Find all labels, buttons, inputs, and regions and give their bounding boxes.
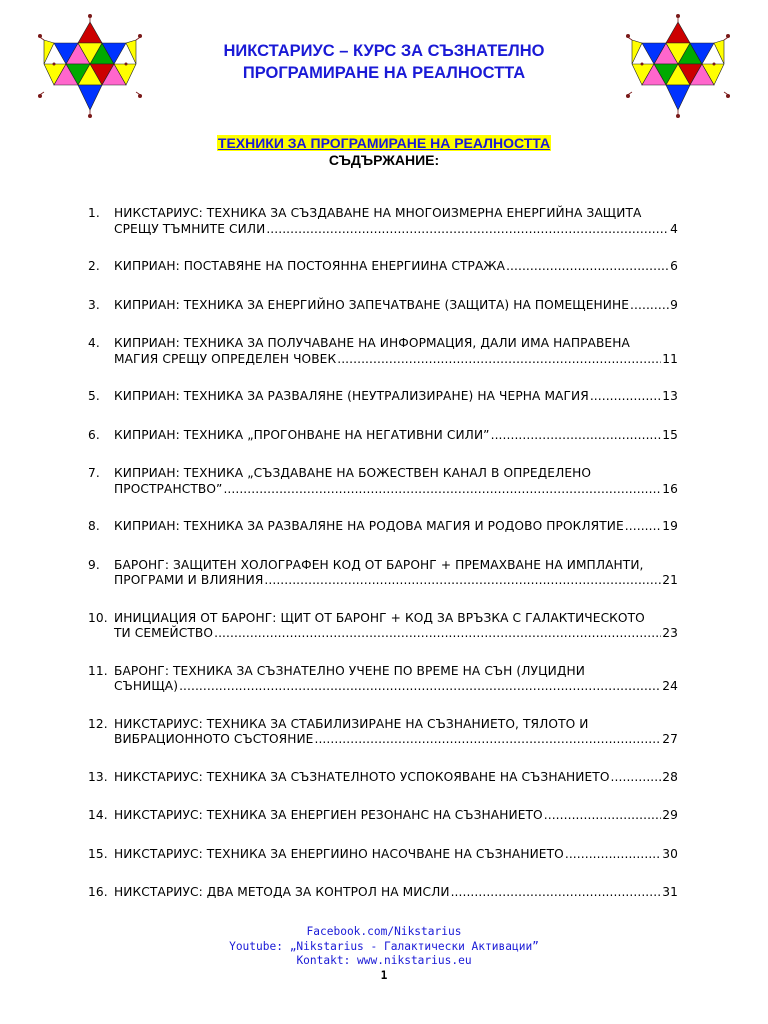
toc-dot-leader	[314, 732, 661, 748]
toc-entry-number: 10.	[88, 610, 108, 625]
toc-entry-title: МАГИЯ СРЕЩУ ОПРЕДЕЛЕН ЧОВЕК	[114, 351, 337, 366]
toc-entry-title: КИПРИАН: ТЕХНИКА ЗА РАЗВАЛЯНЕ НА РОДОВА МАГИЯ И РОДОВО ПРОКЛЯТИЕ	[114, 519, 624, 533]
toc-entry-title-line1: НИКСТАРИУС: ТЕХНИКА ЗА СЪЗДАВАНЕ НА МНОГОИЗМЕРНА ЕНЕРГИЙНА ЗАЩИТА	[114, 206, 642, 220]
toc-entry[interactable]	[88, 885, 678, 901]
toc-entry-page: 21	[662, 573, 678, 587]
toc-entry-page: 16	[662, 481, 678, 496]
toc-entry-title: ТИ СЕМЕЙСТВО	[114, 626, 214, 640]
footer-contact-link[interactable]: Kontakt: www.nikstarius.eu	[296, 954, 472, 968]
toc-entry-title: НИКСТАРИУС: ДВА МЕТОДА ЗА КОНТРОЛ НА МИСЛИ	[114, 885, 450, 899]
toc-dot-leader	[264, 573, 661, 589]
toc-entry-page: 30	[662, 846, 678, 861]
toc-dot-leader	[223, 482, 661, 498]
toc-entry-page: 4	[670, 221, 678, 236]
toc-entry-number: 6.	[88, 427, 100, 442]
toc-entry[interactable]	[88, 847, 678, 863]
toc-entry-number: 16.	[88, 885, 108, 899]
toc-entry-number: 8.	[88, 519, 100, 533]
footer-facebook-link[interactable]: Facebook.com/Nikstarius	[306, 925, 462, 938]
toc-entry-number: 15.	[88, 846, 108, 861]
toc-entry-title: КИПРИАН: ТЕХНИКА „ПРОГОНВАНЕ НА НЕГАТИВНИ СИЛИ”	[114, 427, 490, 442]
contents-heading: СЪДЪРЖАНИЕ:	[328, 152, 440, 168]
toc-entry[interactable]	[88, 466, 678, 497]
toc-entry-page: 13	[662, 389, 678, 403]
toc-entry-number: 1.	[88, 206, 100, 220]
toc-dot-leader	[337, 352, 661, 368]
header-title-line1: НИКСТАРИУС – КУРС ЗА СЪЗНАТЕЛНО	[223, 42, 545, 60]
toc-entry-number: 2.	[88, 259, 100, 273]
toc-entry[interactable]	[88, 259, 678, 275]
toc-entry-page: 19	[662, 519, 678, 533]
toc-entry[interactable]	[88, 717, 678, 748]
toc-entry[interactable]	[88, 558, 678, 589]
toc-entry[interactable]	[88, 519, 678, 535]
toc-entry-title: СРЕЩУ ТЪМНИТЕ СИЛИ	[114, 221, 266, 236]
toc-dot-leader	[611, 770, 662, 786]
toc-dot-leader	[214, 626, 661, 642]
page-number: 1	[380, 968, 388, 982]
toc-dot-leader	[544, 808, 662, 824]
toc-entry-title: ПРОСТРАНСТВО”	[114, 481, 223, 496]
toc-dot-leader	[625, 519, 661, 535]
toc-entry-page: 24	[662, 679, 678, 693]
section-title	[0, 135, 768, 169]
toc-entry-page: 6	[670, 259, 678, 273]
toc-entry[interactable]	[88, 336, 678, 367]
toc-entry-number: 13.	[88, 769, 108, 784]
page-header	[150, 40, 618, 84]
toc-dot-leader	[506, 259, 669, 275]
toc-entry-title: НИКСТАРИУС: ТЕХНИКА ЗА СЪЗНАТЕЛНОТО УСПОКОЯВАНЕ НА СЪЗНАНИЕТО	[114, 769, 610, 784]
toc-entry-page: 29	[662, 808, 678, 822]
toc-entry-title: КИПРИАН: ТЕХНИКА ЗА РАЗВАЛЯНЕ (НЕУТРАЛИЗИРАНЕ) НА ЧЕРНА МАГИЯ	[114, 389, 589, 403]
toc-entry-title: НИКСТАРИУС: ТЕХНИКА ЗА ЕНЕРГИИНО НАСОЧВАНЕ НА СЪЗНАНИЕТО	[114, 846, 564, 861]
toc-entry-title-line1: БАРОНГ: ТЕХНИКА ЗА СЪЗНАТЕЛНО УЧЕНЕ ПО ВРЕМЕ НА СЪН (ЛУЦИДНИ	[114, 663, 585, 678]
toc-entry-number: 4.	[88, 336, 100, 350]
toc-entry-page: 15	[662, 427, 678, 442]
star-mandala-icon	[38, 14, 142, 118]
toc-entry-title: КИПРИАН: ТЕХНИКА ЗА ЕНЕРГИЙНО ЗАПЕЧАТВАНЕ (ЗАЩИТА) НА ПОМЕЩЕНИНЕ	[114, 297, 630, 312]
toc-dot-leader	[565, 847, 661, 863]
toc-entry[interactable]	[88, 611, 678, 642]
toc-entry-number: 14.	[88, 808, 108, 822]
toc-entry[interactable]	[88, 389, 678, 405]
toc-entry[interactable]	[88, 664, 678, 695]
toc-entry-title: СЪНИЩА)	[114, 679, 179, 693]
toc-entry-number: 7.	[88, 466, 100, 480]
toc-entry[interactable]	[88, 808, 678, 824]
toc-dot-leader	[266, 222, 669, 238]
toc-entry-page: 31	[662, 885, 678, 899]
toc-entry-number: 12.	[88, 716, 108, 731]
toc-entry-number: 9.	[88, 557, 100, 572]
toc-entry-title-line1: КИПРИАН: ТЕХНИКА ЗА ПОЛУЧАВАНЕ НА ИНФОРМАЦИЯ, ДАЛИ ИМА НАПРАВЕНА	[114, 336, 630, 350]
toc-entry-title: КИПРИАН: ПОСТАВЯНЕ НА ПОСТОЯННА ЕНЕРГИИНА СТРАЖА	[114, 259, 506, 273]
toc-dot-leader	[179, 679, 661, 695]
toc-entry-title-line1: НИКСТАРИУС: ТЕХНИКА ЗА СТАБИЛИЗИРАНЕ НА СЪЗНАНИЕТО, ТЯЛОТО И	[114, 716, 589, 731]
toc-dot-leader	[451, 885, 662, 901]
toc-entry[interactable]	[88, 428, 678, 444]
toc-entry[interactable]	[88, 206, 678, 237]
toc-entry-number: 5.	[88, 389, 100, 403]
toc-entry-title-line1: ИНИЦИАЦИЯ ОТ БАРОНГ: ЩИТ ОТ БАРОНГ + КОД ЗА ВРЪЗКА С ГАЛАКТИЧЕСКОТО	[114, 610, 645, 625]
toc-entry-number: 11.	[88, 663, 108, 678]
toc-entry-page: 28	[662, 769, 678, 784]
toc-entry-title-line1: БАРОНГ: ЗАЩИТЕН ХОЛОГРАФЕН КОД ОТ БАРОНГ + ПРЕМАХВАНЕ НА ИМПЛАНТИ,	[114, 557, 644, 572]
highlighted-title: ТЕХНИКИ ЗА ПРОГРАМИРАНЕ НА РЕАЛНОСТТА	[217, 135, 551, 151]
toc-entry-title-line1: КИПРИАН: ТЕХНИКА „СЪЗДАВАНЕ НА БОЖЕСТВЕН КАНАЛ В ОПРЕДЕЛЕНО	[114, 466, 592, 480]
toc-dot-leader	[630, 298, 669, 314]
toc-entry-page: 11	[662, 351, 678, 366]
toc-entry[interactable]	[88, 770, 678, 786]
page-footer	[0, 925, 768, 983]
table-of-contents	[88, 206, 678, 924]
toc-entry-page: 9	[670, 297, 678, 312]
toc-entry-page: 27	[662, 732, 678, 746]
star-mandala-icon	[626, 14, 730, 118]
toc-entry-page: 23	[662, 626, 678, 640]
toc-dot-leader	[491, 428, 662, 444]
toc-entry[interactable]	[88, 298, 678, 314]
header-title-line2: ПРОГРАМИРАНЕ НА РЕАЛНОСТТА	[242, 64, 526, 82]
toc-entry-title: ВИБРАЦИОННОТО СЪСТОЯНИЕ	[114, 732, 314, 746]
toc-dot-leader	[590, 389, 661, 405]
footer-youtube-link[interactable]: Youtube: „Nikstarius - Галактически Активации”	[229, 939, 539, 953]
toc-entry-number: 3.	[88, 297, 100, 312]
toc-entry-title: ПРОГРАМИ И ВЛИЯНИЯ	[114, 573, 264, 587]
toc-entry-title: НИКСТАРИУС: ТЕХНИКА ЗА ЕНЕРГИЕН РЕЗОНАНС НА СЪЗНАНИЕТО	[114, 808, 543, 822]
